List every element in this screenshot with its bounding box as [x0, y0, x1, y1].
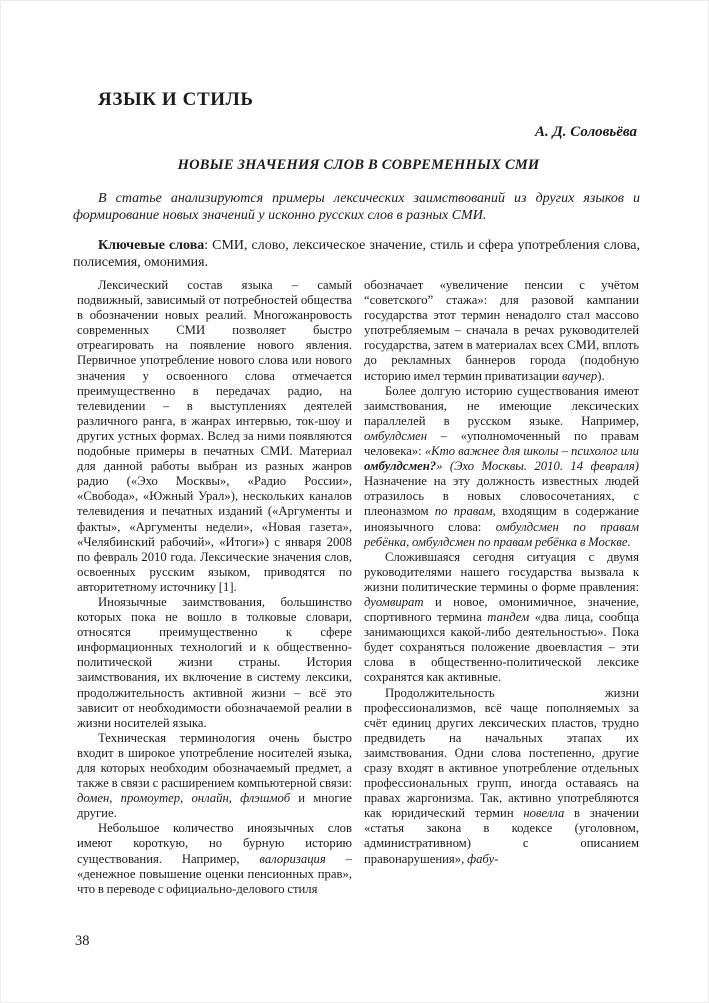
author-name: А. Д. Соловьёва: [535, 124, 637, 140]
text-run: домен, промоутер, онлайн, флэшмоб: [77, 791, 291, 806]
text-run: Сложившаяся сегодня ситуация с двумя руководителями нашего государства вызвала к жизни политические термины о форме правления:: [364, 549, 639, 594]
text-run: омбулдсмен по правам ребёнка, омбулдсмен по правам ребёнка в Москве.: [364, 519, 639, 549]
text-run: «два лица, сообща занимающихся какой-либо деятельностью». Пока будет сохраняться положение двоевластия – эти слова в общественно-политической лексике сохранятся как активные.: [364, 610, 639, 685]
text-run: Более долгую историю существования имеют заимствования, не имеющие лексических параллелей в русском языке. Например,: [364, 383, 639, 428]
text-run: – «денежное повышение оценки пенсионных прав», что в переводе с официально-делового стиля: [77, 851, 352, 896]
keywords-value: : СМИ, слово, лексическое значение, стиль и сфера употребления слова, полисемия, омонимия.: [73, 238, 640, 270]
text-run: обозначает «увеличение пенсии с учётом “советского” стажа»: для разовой кампании государства этот термин ненадолго стал массово употребляемым – сначала в речах руководителей государства, затем в материалах всех СМИ, вплоть до рекламных баннеров города (подобную историю имел термин приватизации: [364, 278, 639, 383]
text-run: в значении «статья закона в кодексе (уголовном, административном) с описанием правонарушения»,: [364, 806, 639, 866]
text-run: Небольшое количество иноязычных слов имеют короткую, но бурную историю существования. Например,: [77, 821, 352, 866]
text-run: омбулдсмен: [364, 428, 428, 443]
text-run: дуомвират: [364, 594, 424, 609]
text-column-left: [77, 278, 352, 897]
text-run: Продолжительность жизни профессионализмов, всё чаще пополняемых за счёт единиц других лексических пластов, трудно предвидеть на начальных этапах их заимствования. Одни слова постепенно, другие сразу входят в активное употребление отдельных профессиональных групп, иногда оставаясь на правах жаргонизма. Так, активно употребляются как юридический термин: [364, 685, 639, 821]
body-paragraph: [364, 686, 639, 867]
text-run: ваучер: [561, 368, 598, 383]
section-heading: ЯЗЫК И СТИЛЬ: [98, 89, 254, 110]
body-paragraph: [364, 278, 639, 384]
text-run: омбулдсмен?: [364, 459, 437, 474]
text-run: и новое, омонимичное, значение, спортивного термина: [364, 594, 639, 625]
text-run: валоризация: [259, 851, 326, 866]
body-paragraph: [77, 821, 352, 896]
text-run: Иноязычные заимствования, большинство которых пока не вошло в толковые словари, относятся преимущественно к сфере информационных технологий и к общественно-политической жизни страны. История заимствования, их включение в систему лексики, продолжительность активной жизни – всё это зависит от необходимости обозначаемой реалии в жизни носителей языка.: [77, 594, 352, 730]
text-run: по правам: [434, 504, 493, 519]
text-run: , входящим в содержание иноязычного слова:: [364, 504, 639, 534]
keywords-line: [73, 237, 640, 271]
text-run: ).: [597, 368, 605, 383]
text-run: Техническая терминология очень быстро входит в широкое употребление носителей языка, для которых необходим обозначаемый предмет, а также в связи с расширением компьютерной связи:: [77, 730, 352, 791]
body-paragraph: [77, 731, 352, 822]
abstract-text: В статье анализируются примеры лексических заимствований из других языков и формирование новых значений у исконно русских слов в разных СМИ.: [73, 191, 640, 223]
body-paragraph: [77, 278, 352, 595]
text-run: и многие другие.: [77, 791, 352, 821]
body-columns: [77, 278, 640, 897]
text-run: тандем: [487, 610, 530, 625]
text-run: – «уполномоченный по правам человека»:: [364, 428, 639, 459]
article-title: НОВЫЕ ЗНАЧЕНИЯ СЛОВ В СОВРЕМЕННЫХ СМИ: [177, 157, 540, 173]
keywords-label: Ключевые слова: [98, 238, 205, 253]
text-run: Лексический состав языка – самый подвижный, зависимый от потребностей общества в обозначении новых реалий. Многожанровость современных СМИ позволяет быстро отреагировать на появление нового явления. Первичное употребление нового слова или нового значения у освоенного слова отмечается преимущественно в передачах радио, на телевидении – в выступлениях деятелей различного ранга, в жанрах интервью, ток-шоу и других устных формах. Вслед за ними появляются подобные примеры в печатных СМИ. Материал для данной работы выбран из разных жанров радио («Эхо Москвы», «Радио России», «Свобода», «Южный Урал»), нескольких каналов телевидения и печатных изданий («Аргументы и факты», «Аргументы недели», «Новая газета», «Челябинский рабочий», «Итоги») с января 2008 по февраль 2010 года. Лексические значения слов, освоенных русским языком, приводятся по авторитетному источнику [1].: [77, 278, 352, 594]
text-run: «Кто важнее для школы – психолог или: [424, 444, 640, 459]
text-column-right: [364, 278, 639, 897]
text-run: » (Эхо Москвы. 2010. 14 февраля): [436, 459, 639, 474]
body-paragraph: [77, 595, 352, 731]
text-run: новелла: [523, 806, 565, 821]
body-paragraph: [364, 384, 639, 550]
page-number: 38: [75, 933, 90, 949]
body-paragraph: [364, 550, 639, 686]
text-run: фабу-: [467, 851, 499, 866]
text-run: Назначение на эту должность известных людей отразилось в новых словосочетаниях, с плеоназмом: [364, 474, 639, 519]
